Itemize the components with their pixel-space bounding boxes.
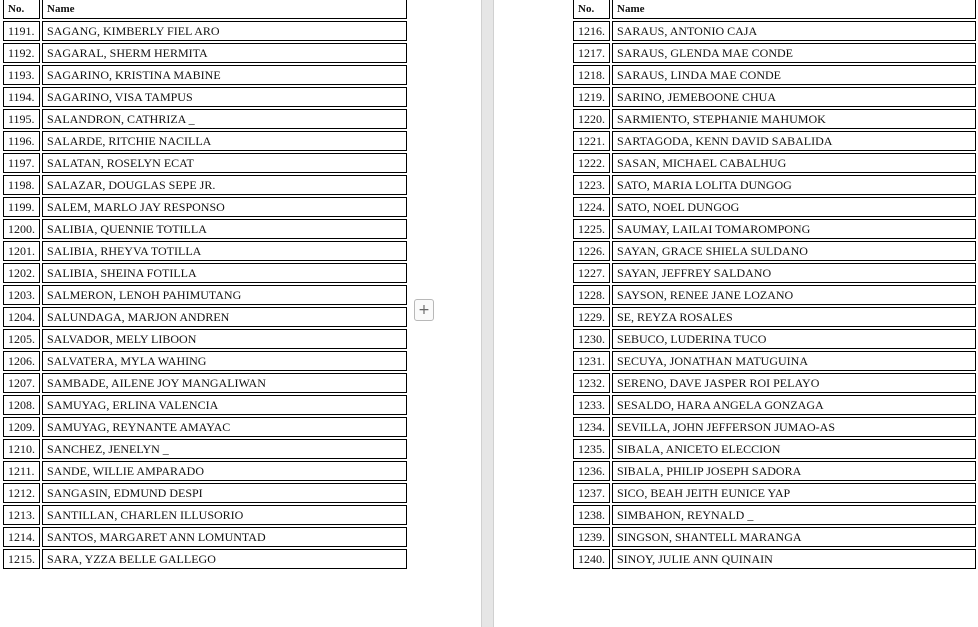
table-row <box>573 65 976 85</box>
row-name[interactable]: SARTAGODA, KENN DAVID SABALIDA <box>612 131 976 151</box>
table-row <box>573 505 976 525</box>
row-name[interactable]: SALIBIA, SHEINA FOTILLA <box>42 263 407 283</box>
table-row <box>3 65 407 85</box>
row-number: 1195. <box>3 109 40 129</box>
table-row <box>573 109 976 129</box>
row-name[interactable]: SECUYA, JONATHAN MATUGUINA <box>612 351 976 371</box>
row-number: 1191. <box>3 21 40 41</box>
table-row <box>3 395 407 415</box>
row-name[interactable]: SIBALA, PHILIP JOSEPH SADORA <box>612 461 976 481</box>
left-page <box>0 0 481 627</box>
row-number: 1201. <box>3 241 40 261</box>
row-number: 1203. <box>3 285 40 305</box>
table-row <box>3 219 407 239</box>
table-row <box>3 373 407 393</box>
row-name[interactable]: SALARDE, RITCHIE NACILLA <box>42 131 407 151</box>
row-number: 1232. <box>573 373 610 393</box>
row-name[interactable]: SATO, NOEL DUNGOG <box>612 197 976 217</box>
row-number: 1192. <box>3 43 40 63</box>
row-number: 1218. <box>573 65 610 85</box>
table-row <box>573 43 976 63</box>
row-name[interactable]: SARINO, JEMEBOONE CHUA <box>612 87 976 107</box>
row-name[interactable]: SAMBADE, AILENE JOY MANGALIWAN <box>42 373 407 393</box>
table-header-row <box>3 0 407 19</box>
row-name[interactable]: SANTILLAN, CHARLEN ILLUSORIO <box>42 505 407 525</box>
table-row <box>3 109 407 129</box>
row-number: 1200. <box>3 219 40 239</box>
row-number: 1236. <box>573 461 610 481</box>
row-name[interactable]: SAMUYAG, ERLINA VALENCIA <box>42 395 407 415</box>
row-number: 1228. <box>573 285 610 305</box>
row-number: 1227. <box>573 263 610 283</box>
table-row <box>3 439 407 459</box>
row-number: 1214. <box>3 527 40 547</box>
table-row <box>573 241 976 261</box>
row-name[interactable]: SARAUS, LINDA MAE CONDE <box>612 65 976 85</box>
plus-icon: + <box>418 302 430 318</box>
table-row <box>3 87 407 107</box>
table-row <box>573 527 976 547</box>
row-name[interactable]: SANTOS, MARGARET ANN LOMUNTAD <box>42 527 407 547</box>
right-page <box>494 0 978 627</box>
table-row <box>573 483 976 503</box>
row-name[interactable]: SARAUS, GLENDA MAE CONDE <box>612 43 976 63</box>
names-table-left <box>1 0 409 571</box>
row-name[interactable]: SAGARAL, SHERM HERMITA <box>42 43 407 63</box>
row-number: 1224. <box>573 197 610 217</box>
row-number: 1217. <box>573 43 610 63</box>
row-number: 1211. <box>3 461 40 481</box>
table-row <box>3 285 407 305</box>
row-number: 1194. <box>3 87 40 107</box>
row-number: 1240. <box>573 549 610 569</box>
row-name[interactable]: SINGSON, SHANTELL MARANGA <box>612 527 976 547</box>
table-row <box>3 43 407 63</box>
row-number: 1234. <box>573 417 610 437</box>
row-number: 1202. <box>3 263 40 283</box>
table-row <box>3 175 407 195</box>
row-name[interactable]: SERENO, DAVE JASPER ROI PELAYO <box>612 373 976 393</box>
row-name[interactable]: SAYAN, JEFFREY SALDANO <box>612 263 976 283</box>
names-table-right <box>571 0 978 571</box>
row-name[interactable]: SALANDRON, CATHRIZA _ <box>42 109 407 129</box>
row-name[interactable]: SE, REYZA ROSALES <box>612 307 976 327</box>
table-row <box>573 153 976 173</box>
row-name[interactable]: SEBUCO, LUDERINA TUCO <box>612 329 976 349</box>
table-row <box>573 351 976 371</box>
row-number: 1216. <box>573 21 610 41</box>
row-number: 1198. <box>3 175 40 195</box>
row-name[interactable]: SAUMAY, LAILAI TOMAROMPONG <box>612 219 976 239</box>
table-row <box>573 395 976 415</box>
table-row <box>573 175 976 195</box>
table-row <box>573 219 976 239</box>
row-name[interactable]: SIBALA, ANICETO ELECCION <box>612 439 976 459</box>
table-row <box>573 329 976 349</box>
table-row <box>3 329 407 349</box>
table-row <box>573 549 976 569</box>
row-name[interactable]: SALVATERA, MYLA WAHING <box>42 351 407 371</box>
table-row <box>573 197 976 217</box>
row-number: 1223. <box>573 175 610 195</box>
row-number: 1229. <box>573 307 610 327</box>
table-row <box>3 153 407 173</box>
row-number: 1215. <box>3 549 40 569</box>
table-row <box>3 197 407 217</box>
row-number: 1226. <box>573 241 610 261</box>
table-row <box>573 439 976 459</box>
row-number: 1205. <box>3 329 40 349</box>
row-name[interactable]: SALIBIA, QUENNIE TOTILLA <box>42 219 407 239</box>
row-name[interactable]: SARAUS, ANTONIO CAJA <box>612 21 976 41</box>
row-number: 1238. <box>573 505 610 525</box>
table-row <box>573 87 976 107</box>
row-number: 1222. <box>573 153 610 173</box>
row-number: 1233. <box>573 395 610 415</box>
row-name[interactable]: SAMUYAG, REYNANTE AMAYAC <box>42 417 407 437</box>
table-row <box>573 285 976 305</box>
row-name[interactable]: SALUNDAGA, MARJON ANDREN <box>42 307 407 327</box>
row-name[interactable]: SAGARINO, VISA TAMPUS <box>42 87 407 107</box>
row-number: 1199. <box>3 197 40 217</box>
row-name[interactable]: SALAZAR, DOUGLAS SEPE JR. <box>42 175 407 195</box>
row-number: 1231. <box>573 351 610 371</box>
row-name[interactable]: SALIBIA, RHEYVA TOTILLA <box>42 241 407 261</box>
table-row <box>3 461 407 481</box>
row-name[interactable]: SAYAN, GRACE SHIELA SULDANO <box>612 241 976 261</box>
row-name[interactable]: SALATAN, ROSELYN ECAT <box>42 153 407 173</box>
row-number: 1220. <box>573 109 610 129</box>
row-name[interactable]: SIMBAHON, REYNALD _ <box>612 505 976 525</box>
table-row <box>573 417 976 437</box>
row-name[interactable]: SESALDO, HARA ANGELA GONZAGA <box>612 395 976 415</box>
row-number: 1239. <box>573 527 610 547</box>
row-number: 1225. <box>573 219 610 239</box>
row-name[interactable]: SANDE, WILLIE AMPARADO <box>42 461 407 481</box>
table-row <box>573 461 976 481</box>
page-gutter <box>481 0 494 627</box>
table-row <box>3 483 407 503</box>
table-row <box>573 131 976 151</box>
row-name[interactable]: SARMIENTO, STEPHANIE MAHUMOK <box>612 109 976 129</box>
table-row <box>3 527 407 547</box>
row-name[interactable]: SASAN, MICHAEL CABALHUG <box>612 153 976 173</box>
row-name[interactable]: SATO, MARIA LOLITA DUNGOG <box>612 175 976 195</box>
row-number: 1204. <box>3 307 40 327</box>
row-number: 1209. <box>3 417 40 437</box>
row-name[interactable]: SAGANG, KIMBERLY FIEL ARO <box>42 21 407 41</box>
row-number: 1196. <box>3 131 40 151</box>
row-name[interactable]: SALEM, MARLO JAY RESPONSO <box>42 197 407 217</box>
row-name[interactable]: SINOY, JULIE ANN QUINAIN <box>612 549 976 569</box>
row-name[interactable]: SARA, YZZA BELLE GALLEGO <box>42 549 407 569</box>
table-row <box>3 241 407 261</box>
row-name[interactable]: SALMERON, LENOH PAHIMUTANG <box>42 285 407 305</box>
row-name[interactable]: SEVILLA, JOHN JEFFERSON JUMAO-AS <box>612 417 976 437</box>
table-row <box>573 307 976 327</box>
table-row <box>3 351 407 371</box>
table-row <box>3 505 407 525</box>
table-row <box>573 373 976 393</box>
table-header-row <box>573 0 976 19</box>
add-row-button[interactable] <box>414 299 434 321</box>
column-header-no: No. <box>573 0 610 19</box>
row-name[interactable]: SAGARINO, KRISTINA MABINE <box>42 65 407 85</box>
row-number: 1221. <box>573 131 610 151</box>
row-number: 1235. <box>573 439 610 459</box>
column-header-name: Name <box>42 0 407 19</box>
table-row <box>3 263 407 283</box>
row-number: 1212. <box>3 483 40 503</box>
row-number: 1193. <box>3 65 40 85</box>
row-number: 1213. <box>3 505 40 525</box>
row-number: 1206. <box>3 351 40 371</box>
row-name[interactable]: SICO, BEAH JEITH EUNICE YAP <box>612 483 976 503</box>
row-number: 1208. <box>3 395 40 415</box>
table-row <box>3 549 407 569</box>
table-row <box>573 21 976 41</box>
table-row <box>3 307 407 327</box>
table-row <box>3 131 407 151</box>
row-name[interactable]: SALVADOR, MELY LIBOON <box>42 329 407 349</box>
table-row <box>3 417 407 437</box>
row-number: 1237. <box>573 483 610 503</box>
table-row <box>3 21 407 41</box>
row-number: 1207. <box>3 373 40 393</box>
table-row <box>573 263 976 283</box>
column-header-no: No. <box>3 0 40 19</box>
row-number: 1210. <box>3 439 40 459</box>
row-number: 1197. <box>3 153 40 173</box>
row-name[interactable]: SANGASIN, EDMUND DESPI <box>42 483 407 503</box>
row-number: 1230. <box>573 329 610 349</box>
row-number: 1219. <box>573 87 610 107</box>
column-header-name: Name <box>612 0 976 19</box>
row-name[interactable]: SANCHEZ, JENELYN _ <box>42 439 407 459</box>
row-name[interactable]: SAYSON, RENEE JANE LOZANO <box>612 285 976 305</box>
